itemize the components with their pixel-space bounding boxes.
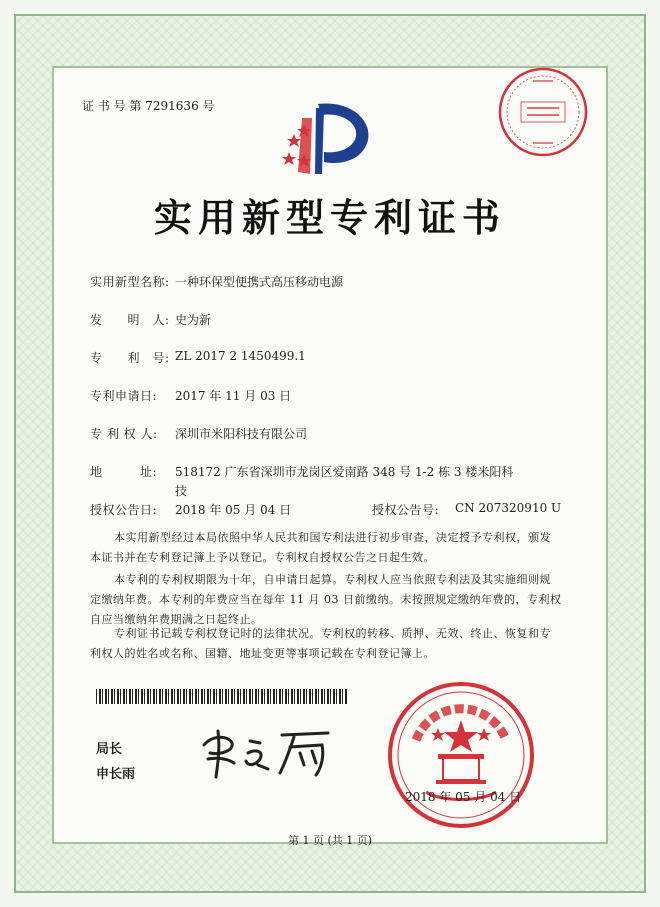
filing-date-label: 专利申请日: (90, 389, 158, 403)
body-paragraph-1 (90, 528, 580, 568)
handwritten-signature-icon (198, 725, 338, 781)
paragraph-line: 本证书并在专利登记簿上予以登记。专利权自授权公告之日起生效。 (90, 551, 435, 564)
utility-model-name-value: 一种环保型便携式高压移动电源 (175, 275, 344, 289)
body-paragraph-2 (90, 570, 580, 630)
grant-number-label: 授权公告号: (372, 503, 440, 517)
cnipa-logo-icon (278, 98, 376, 178)
grant-date-value: 2018 年 05 月 04 日 (175, 503, 292, 517)
inventor-value: 史为新 (175, 313, 212, 327)
paragraph-line: 专利证书记载专利权登记时的法律状况。专利权的转移、质押、无效、终止、恢复和专 (114, 627, 551, 640)
director-name: 申长雨 (96, 767, 136, 782)
patent-number-value: ZL 2017 2 1450499.1 (175, 349, 306, 363)
filing-date-value: 2017 年 11 月 03 日 (175, 389, 292, 403)
address-label: 地 址: (90, 465, 158, 479)
inventor-label: 发 明 人: (90, 313, 170, 327)
certificate-title: 实用新型专利证书 (153, 195, 506, 240)
grant-date-label: 授权公告日: (90, 503, 158, 517)
patentee-label: 专 利 权 人: (90, 427, 158, 441)
agent-seal-icon (497, 66, 589, 158)
address-line-2: 技 (175, 484, 188, 498)
certificate-number: 证 书 号 第 7291636 号 (82, 99, 215, 113)
body-paragraph-3 (90, 624, 580, 664)
director-role: 局长 (96, 742, 123, 757)
national-seal-icon (386, 680, 536, 830)
paragraph-line: 本实用新型经过本局依照中华人民共和国专利法进行初步审查，决定授予专利权，颁发 (114, 531, 551, 544)
paragraph-line: 自应当缴纳年费期满之日起终止。 (90, 613, 263, 626)
seal-date: 2018 年 05 月 04 日 (405, 790, 522, 804)
paragraph-line: 利权人的姓名或名称、国籍、地址变更等事项记载在专利登记簿上。 (90, 647, 435, 660)
utility-model-name-label: 实用新型名称: (90, 275, 170, 289)
paragraph-line: 本专利的专利权期限为十年，自申请日起算。专利权人应当依照专利法及其实施细则规 (114, 573, 551, 586)
paragraph-line: 定缴纳年费。本专利的年费应当在每年 11 月 03 日前缴纳。未按照规定缴纳年费的，专利权 (90, 593, 562, 606)
grant-number-value: CN 207320910 U (455, 501, 562, 515)
address-line-1: 518172 广东省深圳市龙岗区爱南路 348 号 1-2 栋 3 楼米阳科 (175, 465, 514, 479)
patent-number-label: 专 利 号: (90, 351, 170, 365)
barcode (96, 689, 348, 704)
patentee-value: 深圳市米阳科技有限公司 (175, 427, 308, 441)
page-footer: 第 1 页 (共 1 页) (287, 834, 373, 847)
